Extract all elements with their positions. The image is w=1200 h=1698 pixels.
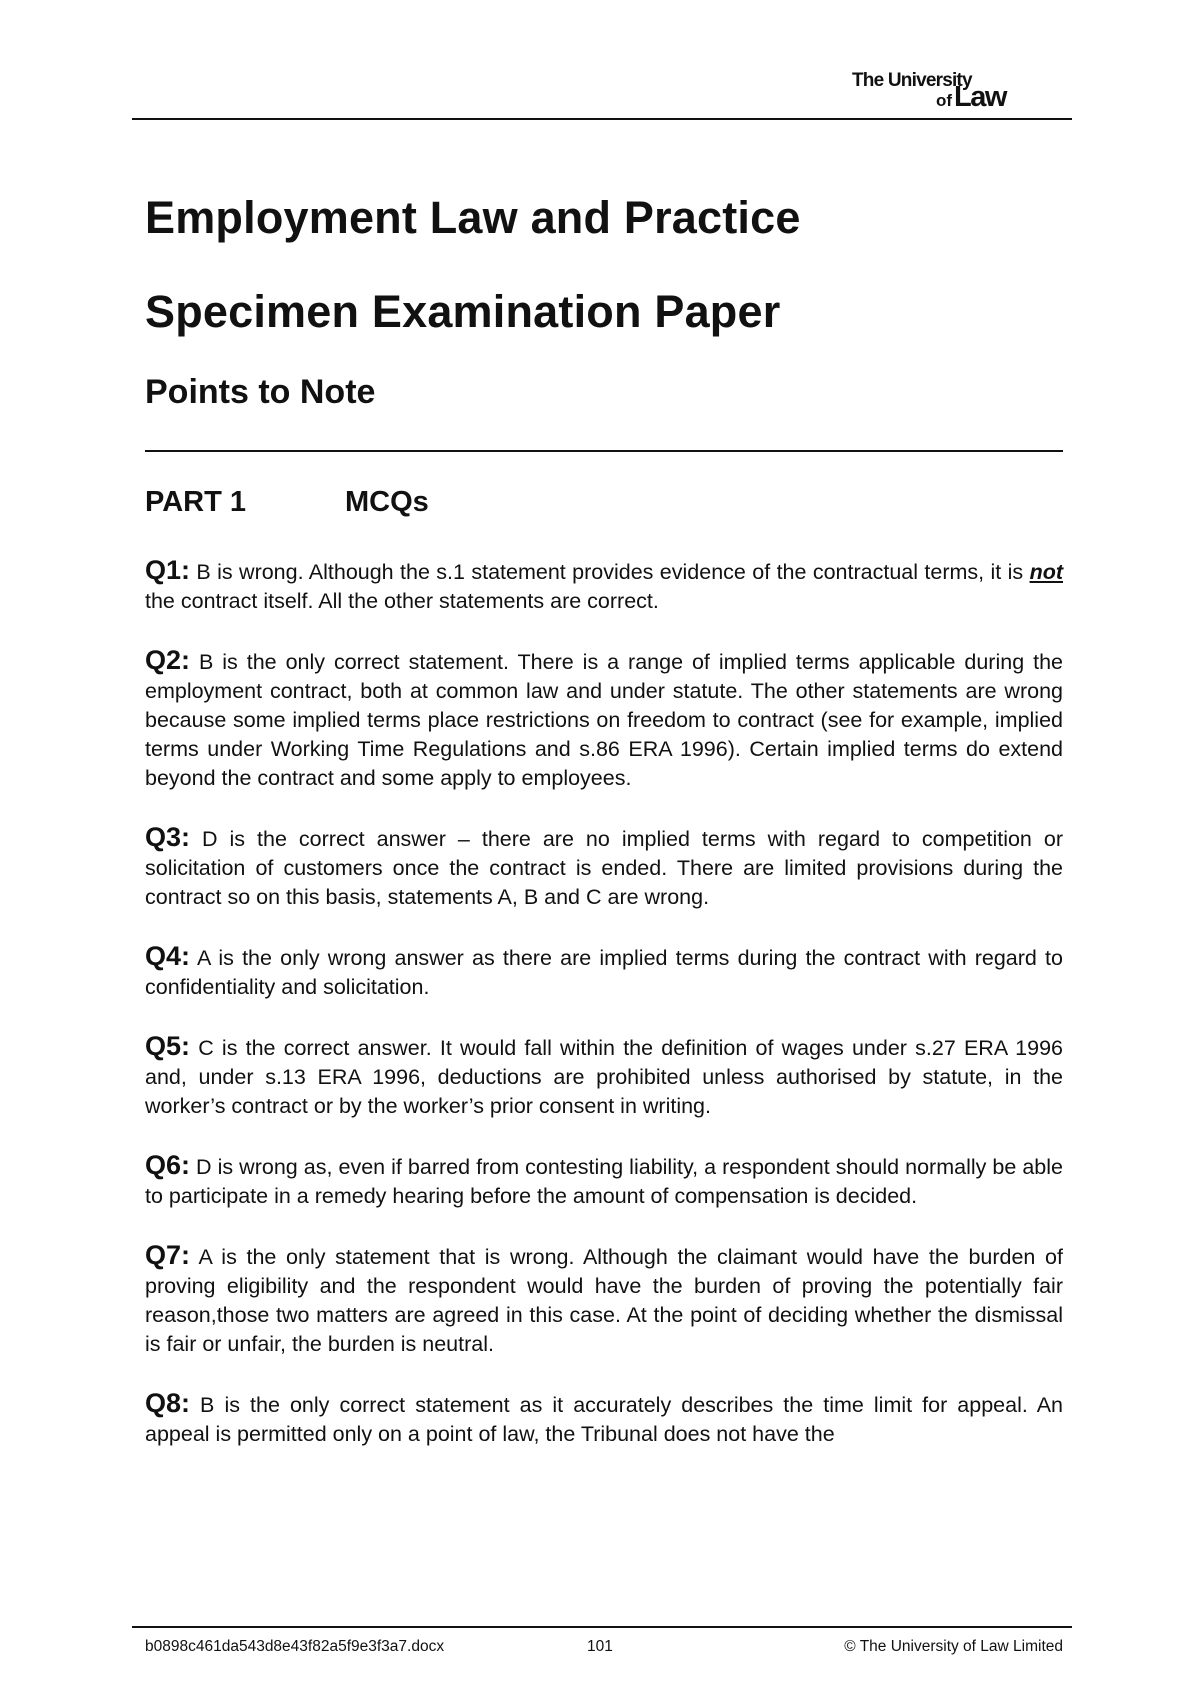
footer-divider: [132, 1626, 1072, 1628]
question-text: the contract itself. All the other statements are correct.: [145, 589, 659, 613]
document-subtitle: Specimen Examination Paper: [145, 286, 781, 337]
footer-page-number: 101: [587, 1638, 613, 1655]
question-text: D is wrong as, even if barred from contesting liability, a respondent should normally be able to participate in a remedy hearing before the amount of compensation is decided.: [145, 1155, 1063, 1208]
question-q2: [145, 646, 1063, 793]
university-of-law-logo: [852, 68, 1062, 110]
part-label: PART 1: [145, 486, 246, 518]
question-q1: [145, 556, 1063, 616]
part-heading: [145, 482, 1063, 522]
question-q4: [145, 942, 1063, 1002]
question-text: A is the only statement that is wrong. Although the claimant would have the burden of proving eligibility and the respondent would have the burden of proving the potentially fair reason,those two matters are agreed in this case. At the point of deciding whether the dismissal is fair or unfair, the burden is neutral.: [145, 1245, 1063, 1356]
question-q3: [145, 823, 1063, 912]
document-title: Employment Law and Practice: [145, 192, 801, 243]
footer-filename: b0898c461da543d8e43f82a5f9e3f3a7.docx: [145, 1638, 445, 1655]
footer-copyright: © The University of Law Limited: [844, 1638, 1063, 1655]
question-text: B is the only correct statement as it accurately describes the time limit for appeal. An appeal is permitted only on a point of law, the Tribunal does not have the: [145, 1393, 1063, 1446]
question-q5: [145, 1032, 1063, 1121]
question-label: Q1:: [145, 555, 191, 585]
logo-of: of: [936, 91, 953, 110]
question-label: Q8:: [145, 1388, 191, 1418]
question-label: Q4:: [145, 941, 191, 971]
question-label: Q3:: [145, 822, 191, 852]
section-heading: Points to Note: [145, 373, 376, 411]
question-label: Q5:: [145, 1031, 191, 1061]
question-label: Q6:: [145, 1150, 191, 1180]
question-q8: [145, 1389, 1063, 1449]
question-q6: [145, 1151, 1063, 1211]
question-emphasis: not: [1029, 560, 1063, 584]
question-text: C is the correct answer. It would fall within the definition of wages under s.27 ERA 1996 and, under s.13 ERA 1996, deductions are prohibited unless authorised by statute, in the worker’s contract or by the worker’s prior consent in writing.: [145, 1036, 1063, 1118]
document-body: [145, 190, 1063, 1479]
question-text: D is the correct answer – there are no implied terms with regard to competition or solicitation of customers once the contract is ended. There are limited provisions during the contract so on this basis, statements A, B and C are wrong.: [145, 827, 1063, 909]
question-text: A is the only wrong answer as there are implied terms during the contract with regard to confidentiality and solicitation.: [145, 946, 1063, 999]
section-divider: [145, 450, 1063, 452]
logo-line1: The University: [852, 70, 972, 91]
question-label: Q7:: [145, 1240, 191, 1270]
question-text: B is the only correct statement. There is a range of implied terms applicable during the employment contract, both at common law and under statute. The other statements are wrong because some implied terms place restrictions on freedom to contract (see for example, implied terms under Working Time Regulations and s.86 ERA 1996). Certain implied terms do extend beyond the contract and some apply to employees.: [145, 650, 1063, 790]
part-name: MCQs: [345, 486, 429, 518]
header-divider: [132, 118, 1072, 120]
question-label: Q2:: [145, 645, 191, 675]
logo-law: Law: [954, 81, 1006, 110]
question-text: B is wrong. Although the s.1 statement provides evidence of the contractual terms, it is: [190, 560, 1030, 584]
question-q7: [145, 1241, 1063, 1359]
